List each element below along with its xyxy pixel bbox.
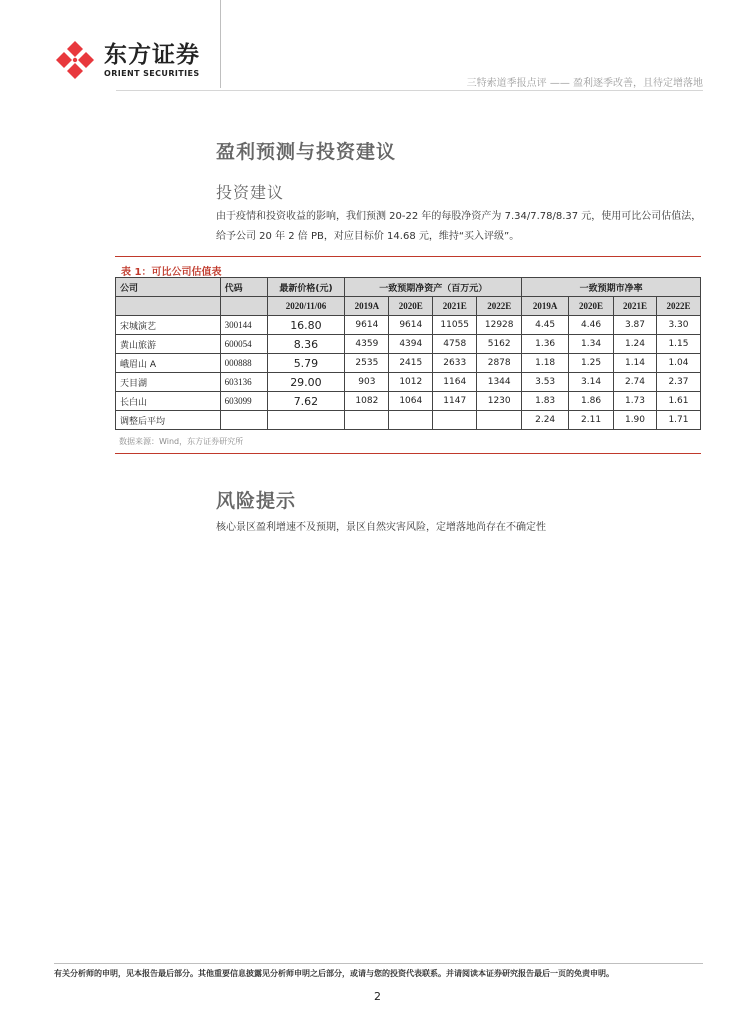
col-header-price: 最新价格(元) xyxy=(267,278,345,297)
cell-net-assets: 1012 xyxy=(389,373,433,392)
page-number: 2 xyxy=(374,990,381,1003)
cell-pb: 1.24 xyxy=(614,335,657,354)
section-title-forecast: 盈利预测与投资建议 xyxy=(216,141,397,163)
cell-price: 7.62 xyxy=(267,392,345,411)
logo-english-name: ORIENT SECURITIES xyxy=(104,68,200,78)
cell-pb: 3.53 xyxy=(522,373,569,392)
cell-company: 调整后平均 xyxy=(116,411,221,430)
cell-pb: 2.37 xyxy=(656,373,700,392)
col-header-blank xyxy=(220,297,267,316)
cell-company: 宋城演艺 xyxy=(116,316,221,335)
table-body xyxy=(116,316,701,430)
table-row xyxy=(116,354,701,373)
cell-pb: 1.14 xyxy=(614,354,657,373)
cell-net-assets: 2633 xyxy=(433,354,477,373)
cell-net-assets: 1082 xyxy=(345,392,389,411)
cell-pb: 2.74 xyxy=(614,373,657,392)
col-header-code: 代码 xyxy=(220,278,267,297)
cell-pb: 2.11 xyxy=(569,411,614,430)
cell-net-assets: 2878 xyxy=(477,354,522,373)
cell-net-assets: 12928 xyxy=(477,316,522,335)
cell-company: 峨眉山 A xyxy=(116,354,221,373)
cell-net-assets xyxy=(345,411,389,430)
report-title: 三特索道季报点评 —— 盈利逐季改善，且待定增落地 xyxy=(466,78,703,89)
cell-company: 长白山 xyxy=(116,392,221,411)
cell-price: 5.79 xyxy=(267,354,345,373)
cell-pb: 1.86 xyxy=(569,392,614,411)
cell-pb: 4.45 xyxy=(522,316,569,335)
col-header-year: 2019A xyxy=(522,297,569,316)
cell-pb: 1.61 xyxy=(656,392,700,411)
cell-code: 300144 xyxy=(220,316,267,335)
cell-pb: 1.36 xyxy=(522,335,569,354)
cell-net-assets: 1164 xyxy=(433,373,477,392)
cell-pb: 1.34 xyxy=(569,335,614,354)
cell-code: 603099 xyxy=(220,392,267,411)
cell-pb: 1.83 xyxy=(522,392,569,411)
col-header-price-date: 2020/11/06 xyxy=(267,297,345,316)
col-header-year: 2021E xyxy=(614,297,657,316)
advice-paragraph: 由于疫情和投资收益的影响，我们预测 20-22 年的每股净资产为 7.34/7.78/8.37 元，使用可比公司估值法，给予公司 20 年 2 倍 PB，对应目标价 14.68 元，维持“买入评级”。 xyxy=(216,211,702,242)
col-header-year: 2020E xyxy=(389,297,433,316)
table-row xyxy=(116,373,701,392)
cell-net-assets: 2535 xyxy=(345,354,389,373)
cell-pb: 1.25 xyxy=(569,354,614,373)
cell-company: 黄山旅游 xyxy=(116,335,221,354)
cell-pb: 3.87 xyxy=(614,316,657,335)
cell-pb: 4.46 xyxy=(569,316,614,335)
cell-price: 16.80 xyxy=(267,316,345,335)
valuation-table xyxy=(115,277,701,430)
col-header-year: 2022E xyxy=(477,297,522,316)
cell-pb: 3.14 xyxy=(569,373,614,392)
footer-disclaimer: 有关分析师的申明，见本报告最后部分。其他重要信息披露见分析师申明之后部分，或请与您的投资代表联系。并请阅读本证券研究报告最后一页的免责申明。 xyxy=(54,969,614,978)
table-title-bar xyxy=(115,256,701,277)
cell-net-assets: 4394 xyxy=(389,335,433,354)
subsection-title-advice: 投资建议 xyxy=(216,183,285,202)
cell-pb: 3.30 xyxy=(656,316,700,335)
cell-code: 000888 xyxy=(220,354,267,373)
cell-price xyxy=(267,411,345,430)
cell-net-assets xyxy=(477,411,522,430)
col-header-year: 2019A xyxy=(345,297,389,316)
cell-net-assets: 11055 xyxy=(433,316,477,335)
cell-company: 天目湖 xyxy=(116,373,221,392)
col-header-company: 公司 xyxy=(116,278,221,297)
footer-rule xyxy=(54,963,703,964)
cell-net-assets: 903 xyxy=(345,373,389,392)
cell-pb: 1.90 xyxy=(614,411,657,430)
table-row xyxy=(116,335,701,354)
company-logo xyxy=(54,39,200,81)
cell-net-assets xyxy=(433,411,477,430)
cell-price: 29.00 xyxy=(267,373,345,392)
table-source: 数据来源：Wind，东方证券研究所 xyxy=(115,430,701,454)
cell-price: 8.36 xyxy=(267,335,345,354)
table-row xyxy=(116,411,701,430)
table-row xyxy=(116,316,701,335)
cell-pb: 1.73 xyxy=(614,392,657,411)
header-divider xyxy=(220,0,221,88)
cell-net-assets: 9614 xyxy=(389,316,433,335)
cell-net-assets: 5162 xyxy=(477,335,522,354)
logo-chinese-name: 东方证券 xyxy=(104,41,200,68)
table-title: 表 1：可比公司估值表 xyxy=(121,267,222,278)
col-header-year: 2021E xyxy=(433,297,477,316)
col-header-year: 2022E xyxy=(656,297,700,316)
orient-securities-logo-icon xyxy=(54,39,96,81)
cell-pb: 2.24 xyxy=(522,411,569,430)
cell-code xyxy=(220,411,267,430)
col-header-net-assets: 一致预期净资产（百万元） xyxy=(345,278,522,297)
cell-pb: 1.18 xyxy=(522,354,569,373)
col-header-pb: 一致预期市净率 xyxy=(522,278,701,297)
header-rule xyxy=(116,90,703,91)
cell-net-assets: 1344 xyxy=(477,373,522,392)
cell-pb: 1.15 xyxy=(656,335,700,354)
table-row xyxy=(116,392,701,411)
cell-net-assets: 1064 xyxy=(389,392,433,411)
cell-pb: 1.71 xyxy=(656,411,700,430)
section-title-risk: 风险提示 xyxy=(216,490,297,512)
risk-paragraph: 核心景区盈利增速不及预期，景区自然灾害风险，定增落地尚存在不确定性 xyxy=(216,522,546,533)
cell-net-assets xyxy=(389,411,433,430)
col-header-year: 2020E xyxy=(569,297,614,316)
cell-net-assets: 1147 xyxy=(433,392,477,411)
cell-net-assets: 2415 xyxy=(389,354,433,373)
cell-net-assets: 9614 xyxy=(345,316,389,335)
cell-code: 600054 xyxy=(220,335,267,354)
valuation-table-block xyxy=(115,256,701,454)
cell-code: 603136 xyxy=(220,373,267,392)
cell-pb: 1.04 xyxy=(656,354,700,373)
col-header-blank xyxy=(116,297,221,316)
cell-net-assets: 4359 xyxy=(345,335,389,354)
cell-net-assets: 4758 xyxy=(433,335,477,354)
cell-net-assets: 1230 xyxy=(477,392,522,411)
